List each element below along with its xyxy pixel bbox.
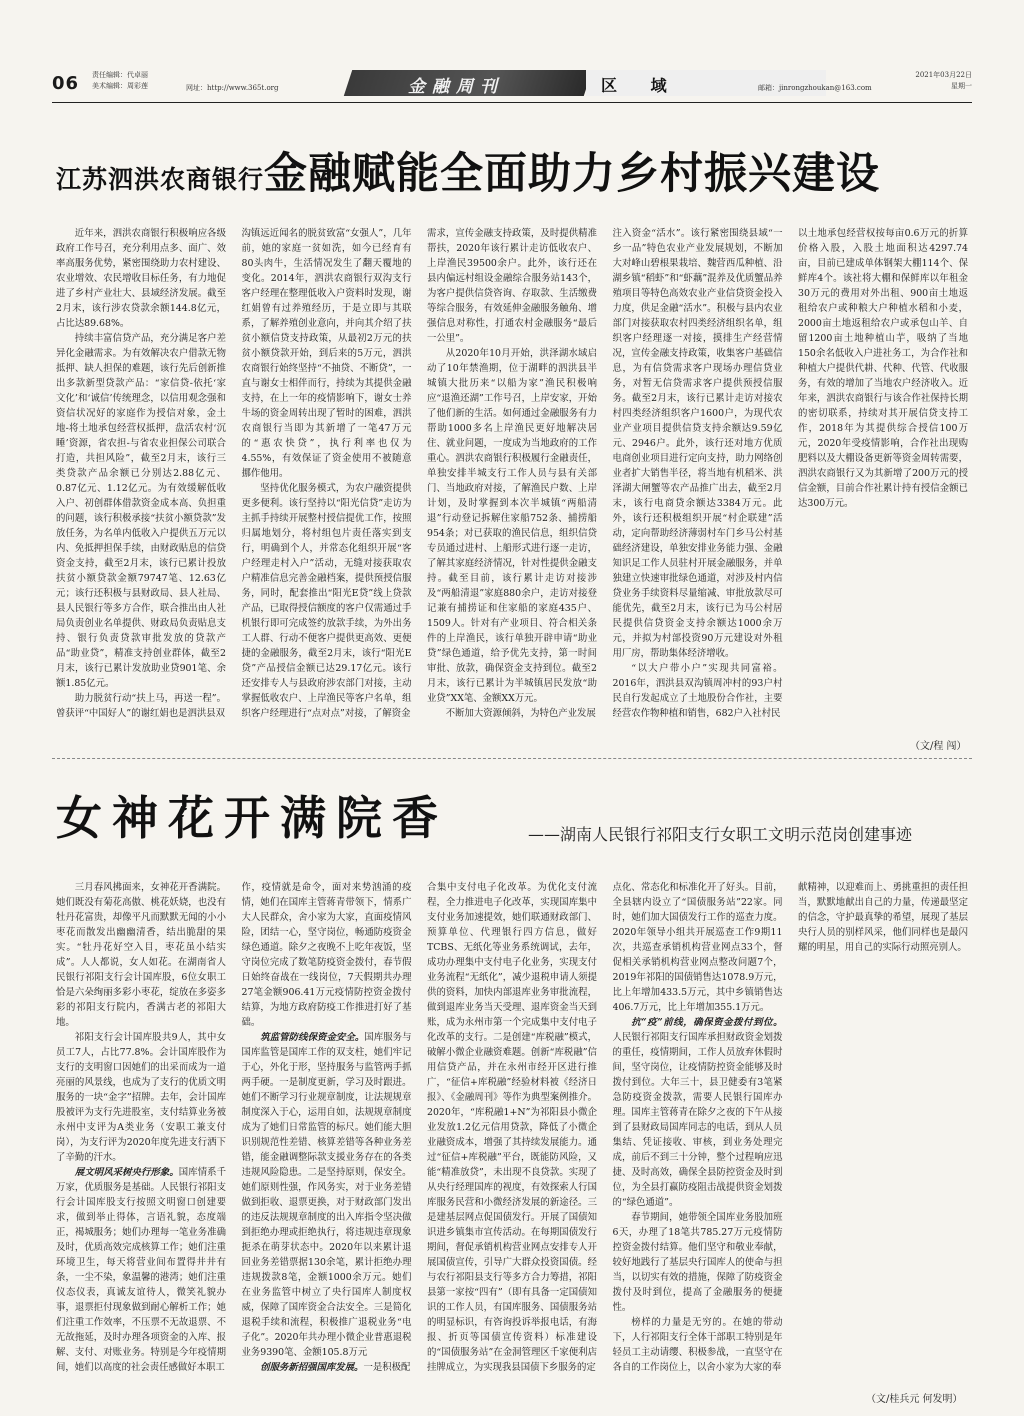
designer-name: 美术编辑：周彩莲 bbox=[92, 82, 148, 90]
article2-paragraph-text: 榜样的力量是无穷的。在她的带动下，人行祁阳支行全体干部职工特别是年轻员工主动请缨、积极参战，一直坚守在各自的工作岗位上，以舍小家为大家的奉 bbox=[612, 1317, 783, 1373]
article2-column bbox=[798, 880, 968, 1386]
article1-paragraph bbox=[613, 661, 783, 721]
article2-paragraph-text: 合集中支付电子化改革。为优化支付流程，全力推进电子化改革，实现国库集中支付业务加速提效，她们联通财政部门、预算单位、代理银行四方信息，做好TCBS、无纸化等业务系统调试，去年，成功办理集中支付电子化业务，实现支付业务流程“无纸化”，减少退税申请人须提供的资料，加快内部退库业务审批流程，做到退库业务当天受理、退库资金当天到账，成为永州市第一个完成集中支付电子化改革的支行。二是创建“库税融”模式，破解小微企业融资难题。创新“库税融”信用信贷产品，并在永州市经开区进行推广，“征信+库税融”经验材料被《经济日报》、《金融周刊》等作为典型案例推介。2020年，“库税融1+N”为祁阳县小微企业发放1.2亿元信用贷款，降低了小微企业融资成本，增强了其持续发展能力。通过“征信+库税融”平台，既能防风险，又能“精准放贷”，未出现不良贷款。实现了从央行经理国库的视度，有效探索人行国库服务民营和小微经济发展的新途径。三是建基层网点促国债发行。开展了国债知识进乡镇集市宣传活动。在每期国债发行期间，督促承销机构营业网点安排专人开展国债宣传，引导广大群众投资国债。经与农行祁阳县支行等多方合力筹措，祁阳县第一家按“四有”（即有具备一定国债知识的工作人员，有国库服务、国债服务站的明显标识，有咨询投诉举报电话，有海报、折页等国债宣传资料）标准建设的“国债服务站”在金洞管理区千家便利店挂牌成立，为实现我县国债下乡服务的定 bbox=[427, 882, 597, 1373]
article2-column bbox=[242, 880, 412, 1386]
article2-paragraph bbox=[427, 880, 597, 1375]
article2-paragraph bbox=[56, 1030, 226, 1165]
article1-paragraph bbox=[427, 706, 597, 721]
article1-byline: （文/程 闯） bbox=[910, 741, 967, 752]
article2-paragraph bbox=[56, 880, 226, 1030]
article2-subtitle: ——湖南人民银行祁阳支行女职工文明示范岗创建事迹 bbox=[528, 825, 913, 844]
article1-paragraph bbox=[56, 691, 226, 721]
article2-byline: （文/桂兵元 何发明） bbox=[866, 1394, 963, 1405]
article2-paragraph-lead: 创服务新招强国库发展。 bbox=[260, 1362, 364, 1373]
article1-headline-main: 金融赋能全面助力乡村振兴建设 bbox=[264, 149, 881, 199]
article1-column bbox=[427, 226, 597, 734]
article1-paragraph-text: 从2020年10月开始，洪泽湖水域启动了10年禁渔期，位于湖畔的泗洪县半城镇大批历来“以船为家”渔民积极响应“退渔还湖”工作号召，上岸安家，开始了他们新的生活。如何通过金融服务有力帮助1000多名上岸渔民更好地解决居住、就业问题，一度成为当地政府的工作重心。泗洪农商银行积极履行金融责任，单独安排半城支行工作人员与县有关部门、当地政府对接，了解渔民户数、上岸计划，及时掌握到本次半城镇“两船清退”行动登记拆解住家船752条、捕捞船954条；对已获取的渔民信息，组织信贷专员通过进村、上船形式进行逐一走访，了解其家庭经济情况，针对性提供金融支持。截至目前，该行累计走访对接涉及“两船清退”家庭880余户，走访对接登记兼有捕捞证和住家船的家庭435户、1509人。针对有产业项目、符合相关条件的上岸渔民，该行单独开辟申请“助业贷”绿色通道，给予优先支持，第一时间审批、放款，确保资金支持到位。截至2月末，该行已累计为半城镇居民发放“助业贷”XX笔、金额XX万元。 bbox=[427, 348, 597, 704]
article2-column bbox=[613, 880, 783, 1386]
article2-paragraph-text: 祁阳支行会计国库股共9人，其中女员工7人，占比77.8%。会计国库股作为支行的支明窗口因她们的出采而成为一道亮丽的风景线，也成为了支行的优质文明服务的一块“金字”招牌。去年，会计国库股被评为支行先进股室，支付结算业务被永州中支评为A类业务（安职工兼支付岗），为支行评为2020年度先进支行洒下了辛勤的汗水。 bbox=[56, 1032, 226, 1163]
article2-paragraph bbox=[613, 1210, 783, 1315]
article1-headline bbox=[56, 140, 968, 201]
article1-paragraph bbox=[798, 226, 968, 511]
article1-paragraph bbox=[613, 226, 783, 661]
article1-paragraph-text: 坚持优化服务模式，为农户融资提供更多便利。该行坚持以“阳光信贷”走访为主抓手持续开展整村授信提优工作，按照归属地划分，将村组包片责任落实到支行，明确到个人，并常态化组织开展“客户经理走村入户”活动，无缝对接获取农户精准信息完善金融档案，提供预授信服务，同时，配套推出“阳光E贷”线上贷款产品，已取得授信额度的客户仅需通过手机银行即可完成签约放款手续，为外出务工人群、行动不便客户提供更高效、更便捷的金融服务，截至2月末，该行“阳光E贷”产品授信金额已达29.17亿元。该行还安排专人与县政府涉农部门对接，主动掌握低收农户、上岸渔民等客户名单，组织客户经理进行“点对点”对接，了解资金 bbox=[241, 483, 412, 719]
article2-column bbox=[427, 880, 597, 1386]
issue-date-text: 2021年03月22日 bbox=[915, 71, 972, 79]
article2-paragraph-text: 点化、常态化和标准化开了好头。目前，全县辖内设立了“国债服务站”22家。同时，她们加大国债发行工作的巡查力度。2020年领导小组共开展巡查工作9期11次，共巡查承销机构营业网点33个，督促相关承销机构营业网点整改问题7个，2019年祁阳的国债销售达1078.9万元，比上年增加433.5万元，其中乡镇销售达406.7万元，比上年增加355.1万元。 bbox=[612, 882, 783, 1013]
article2-paragraph-text: 国库服务与国库监管是国库工作的双支柱，她们牢记于心，外化于形，坚持服务与监管两手抓两手硬。一是制度更新，学习及时跟进。她们不断学习行业规章制度，让法规规章制度深入于心，运用自如，法规规章制度成为了她们日常监管的标尺。她们能大胆识别规范性差错、核算差错等各种业务差错，能金融调整际款支援业务存在的各类违规风险隐患。二是坚持原则，保安全。她们原则性强，作风务实，对于业务差错做到拒收、退票更换，对于财政部门发出的违反法规规章制度的出入库指令坚决做到拒绝办理或拒绝执行，将违规违章现象扼杀在萌芽状态中。2020年以来累计退回业务差错票据130余笔，累计拒绝办理违规拨款8笔，金额1000余万元。她们在业务监管中树立了央行国库人制度权威，保障了国库资金合法安全。三是简化退税手续和流程，积极推广退税业务“电子化”。2020年共办理小微企业普惠退税业务9390笔、金额105.8万元 bbox=[241, 1032, 412, 1358]
article1-paragraph bbox=[242, 481, 412, 721]
article1-paragraph-text: 需求，宣传金融支持政策，及时提供精准帮扶，2020年该行累计走访低收农户、上岸渔民39500余户。此外，该行还在县内偏远村组设金融综合服务站143个，为客户提供信贷咨询、存取款、生活缴费等综合服务，有效延伸金融服务触角、增强信息对称性，打通农村金融服务“最后一公里”。 bbox=[427, 228, 597, 344]
article1-column bbox=[242, 226, 412, 734]
article2-paragraph bbox=[613, 1015, 783, 1210]
section-name: 区 域 bbox=[601, 76, 681, 95]
article2-paragraph bbox=[613, 1315, 783, 1375]
article1-paragraph-text: 注入资金“活水”。该行紧密围绕县域“一乡一品”特色农业产业发展规划，不断加大对峰山碧根果栽培、魏营西瓜种植、沿湖乡镇“稻虾”和“虾藕”混养及优质蟹品养殖项目等特色高效农业产业信贷资金投入力度，供足金融“活水”。积极与县内农业部门对接获取农村四类经济组织名单，组织客户经理逐一对接，摸排生产经营情况，宣传金融支持政策，收集客户基础信息，为有信贷需求客户现场办理信贷业务，对暂无信贷需求客户提供预授信服务。截至2月末，该行已累计走访对接农村四类经济组织客户1600户，为现代农业产业项目提供信贷支持余额达9.59亿元、2946户。此外，该行还对地方优质电商创业项目进行定向支持，助力网络创业者扩大销售半径，将当地有机稻米、洪泽湖大闸蟹等农产品推广出去，截至2月末，该行电商贷余额达3384万元。此外，该行还积极组织开展“村企联建”活动，定向帮助经济薄弱村车门乡马公村基础经济建设，单独安排业务能力强、金融知识足工作人员驻村开展金融服务，并单独建立快速审批绿色通道，对涉及村内信贷业务手续资料尽量缩减、审批放款尽可能优先，截至2月末，该行已为马公村居民提供信贷资金支持余额达1000余万元，并拟为村部投资90万元建设对外租用厂房，帮助集体经济增收。 bbox=[612, 228, 783, 659]
email-address: 邮箱：jinrongzhoukan@163.com bbox=[758, 84, 872, 92]
article2-paragraph-lead: 展文明风采树央行形象。 bbox=[74, 1167, 179, 1178]
article2-paragraph-text: 献精神，以迎难而上、勇挑重担的责任担当，默默地献出自己的力量，传递最坚定的信念，守护最真挚的希望，展现了基层央行人员的别样风采，他们同样也是最闪耀的明星，用自己的实际行动照亮别人。 bbox=[798, 882, 968, 953]
article2-headline: 女神花开满院香 bbox=[56, 791, 448, 845]
article1-column bbox=[798, 226, 968, 734]
editor-credits bbox=[92, 70, 148, 92]
article2-paragraph bbox=[613, 880, 783, 1015]
article2-paragraph-text: 国库情系千万家，优质服务是基础。人民银行祁阳支行会计国库股支行按照文明窗口创建要求，做到举止得体，言语礼貌，态度端正，褐城服务；她们办理每一笔业务准确及时，优质高效完成核算工作；她们注重环境卫生，每天将营业间布置得井井有条，一尘不染，象温馨的港湾；她们注重仪态仪表，真诚友谊待人，微笑礼貌办事，退票拒付现象做到耐心解析工作；她们注重工作效率，不压票不无故退票、不无故拖延，及时办理各项资金的入库、报解、支付、对账业务。特别是今年疫情期间，她们以高度的社会责任感做好本职工 bbox=[56, 1167, 226, 1373]
article2-paragraph-lead: 筑监管防线保资金安全。 bbox=[260, 1032, 365, 1043]
article1-column bbox=[56, 226, 226, 734]
article1-paragraph-text: “以大户带小户”实现共同富裕。2016年，泗洪县双沟镇周冲村的93户村民自行发起成立了土地股份合作社，主要经营农作物种植和销售，682户入社村民 bbox=[612, 663, 783, 719]
article1-headline-prefix: 江苏泗洪农商银行 bbox=[56, 165, 265, 194]
article2-paragraph-text: 春节期间，她带领全国库业务股加班6天，办理了18笔共785.27万元疫情防控资金拨付结算。他们坚守和敬业奉献，较好地践行了基层央行国库人的使命与担当，以切实有效的措施，保障了防疫资金拨付及时到位，提高了金融服务的便捷性。 bbox=[612, 1212, 783, 1313]
article1-paragraph bbox=[56, 226, 226, 331]
article2-paragraph-text: 人民银行祁阳支行国库承担财政资金划拨的重任，疫情期间，工作人员放弃休假时间，坚守岗位，让疫情防控资金能够及时拨付到位。大年三十，县卫健委有3笔紧急防疫资金拨款，需要人民银行国库办理。国库主管蒋青在除夕之夜的下午从接到了县财政局国库同志的电话，到从人员集结、凭证接收、审核，到业务处理完成，前后不到三十分钟，整个过程响应迅捷、及时高效，确保全县防控资金及时到位，为全县打赢防疫阻击战提供资金划拨的“绿色通道”。 bbox=[612, 1032, 783, 1208]
article2-paragraph-text: 一是积极配 bbox=[363, 1362, 411, 1373]
article1-body bbox=[56, 226, 968, 734]
article1-paragraph bbox=[427, 346, 597, 706]
article2-paragraph-text: 作，疫情就是命令，面对来势汹涌的疫情，她们在国库主管蒋青带领下，情系广大人民群众，舍小家为大家，直面疫情风险，团结一心，坚守岗位，畅通防疫资金绿色通道。除夕之夜晚不上吃年夜饭，坚守岗位完成了数笔防疫资金拨付，春节假日始终奋战在一线岗位，7天假期共办理27笔金额906.41万元疫情防控资金拨付结算，为地方政府防疫工作推进打好了基础。 bbox=[241, 882, 412, 1028]
article2-paragraph bbox=[242, 1360, 412, 1375]
article2-column bbox=[56, 880, 226, 1386]
issue-weekday: 星期一 bbox=[951, 82, 972, 90]
article2-paragraph-text: 三月春风拂面来，女神花开香满院。她们既没有菊花高傲、桃花妖娆，也没有牡丹花富贵，却像平凡而默默无闻的小小枣花而散发出幽幽清香，结出脆甜的果实。“牡丹花好空入目，枣花虽小结实成”。人人都说，女人如花。在湖南省人民银行祁阳支行会计国库股，6位女职工恰是六朵绚丽多彩小枣花，绽放在多姿多彩的祁阳支行院内，香满古老的祁阳大地。 bbox=[56, 882, 226, 1028]
article2-paragraph-lead: 抗“疫”前线，确保资金拨付到位。 bbox=[631, 1017, 783, 1028]
article1-paragraph bbox=[56, 331, 226, 691]
article1-paragraph-text: 沟镇远近闻名的脱贫致富“女强人”，几年前，她的家庭一贫如洗，如今已经育有80头肉牛，生活情况发生了翻天覆地的变化。2014年，泗洪农商银行双沟支行客户经理在整理低收入户资料时发现，谢红娟曾有过养殖经历，于是立即与其联系，了解养殖创业意向，并向其介绍了扶贫小额信贷支持政策，从最初2万元的扶贫小额贷款开始，到后来的5万元，泗洪农商银行始终坚持“不抽贷、不断贷”，一直与谢女士相伴而行，持续为其提供金融支持，在上一年的疫情影响下，谢女士养牛场的资金周转出现了暂时的困难，泗洪农商银行当即为其新增了一笔47万元的“惠农快贷”，执行利率也仅为4.55%，有效保证了资金使用不被随意挪作他用。 bbox=[241, 228, 412, 479]
website-url: 网址：http://www.365t.org bbox=[186, 84, 279, 92]
editor-name: 责任编辑：代卓丽 bbox=[92, 71, 148, 79]
article1-paragraph bbox=[242, 226, 412, 481]
article1-paragraph-text: 近年来，泗洪农商银行积极响应各级政府工作号召，充分利用点多、面广、效率高服务优势，紧密围绕助力农村建设、农业增效、农民增收目标任务，有力地促进了乡村产业壮大、县域经济发展。截至2月末，该行涉农贷款余额144.8亿元，占比达89.68%。 bbox=[56, 228, 226, 329]
article1-paragraph bbox=[427, 226, 597, 346]
issue-date bbox=[915, 70, 972, 92]
article2-body bbox=[56, 880, 968, 1386]
paper-name: 金融周刊 bbox=[408, 77, 504, 97]
header-rule bbox=[52, 102, 972, 103]
article1-paragraph-text: 助力脱贫行动“扶上马，再送一程”。曾获评“中国好人”的谢红娟也是泗洪县双 bbox=[56, 693, 226, 719]
article2-paragraph bbox=[798, 880, 968, 955]
page-number: 06 bbox=[52, 73, 80, 94]
page-header bbox=[52, 70, 972, 100]
article2-paragraph bbox=[242, 1030, 412, 1360]
article2-paragraph bbox=[56, 1165, 226, 1375]
article-separator bbox=[52, 758, 972, 759]
title-band bbox=[348, 70, 828, 96]
article1-paragraph-text: 不断加大资源倾斜，为特色产业发展 bbox=[445, 708, 596, 719]
article2-paragraph bbox=[242, 880, 412, 1030]
article1-paragraph-text: 以土地承包经营权按每亩0.6万元的折算价格入股，入股土地面积达4297.74亩，目前已建成单体钢架大棚114个、保鲜库4个。该社将大棚和保鲜库以年租金30万元的费用对外出租、900亩土地返租给农户或种粮大户种植水稻和小麦，2000亩土地返租给农户或承包山羊、自留1200亩土地种植山芋，吸纳了当地150余名低收入户进社务工，为合作社和种植大户提供代耕、代种、代管、代收服务，有效的增加了当地农户经济收入。近年来，泗洪农商银行与该合作社保持长期的密切联系，持续对其开展信贷支持工作，2018年为其提供综合授信100万元，2020年受疫情影响，合作社出现购肥料以及大棚设备更新等资金周转需要，泗洪农商银行又为其新增了200万元的授信金额，目前合作社累计持有授信金额已达300万元。 bbox=[798, 228, 968, 509]
article1-column bbox=[613, 226, 783, 734]
article1-paragraph-text: 持续丰富信贷产品，充分满足客户差异化金融需求。为有效解决农户借款无物抵押、缺人担保的难题，该行先后创新推出多款新型贷款产品：“家信贷-依托‘家文化’和‘诚信’传统理念，以信用观念强和资信状况好的家庭作为授信对象，金土地-将土地承包经营权抵押，盘活农村‘沉睡’资源，省农担-与省农业担保公司联合打造，共担风险”，截至2月末，该行三类贷款产品余额已分别达2.88亿元、0.87亿元、1.12亿元。为有效缓解低收入户、初创群体借款资金成本高、负担重的问题，该行积极承接“扶贫小额贷款”发放任务，为名单内低收入户提供五万元以内、免抵押担保手续，由财政贴息的信贷资金支持，截至2月末，该行已累计投放扶贫小额贷款金额79747笔、12.63亿元；该行还积极与县财政局、县人社局、县人民银行等多方合作，联合推出由人社局负责创业名单提供、财政局负责贴息支持、银行负责贷款审批发放的贷款产品“助业贷”，精准支持创业群体，截至2月末，该行已累计发放助业贷901笔、余额1.85亿元。 bbox=[56, 333, 226, 689]
